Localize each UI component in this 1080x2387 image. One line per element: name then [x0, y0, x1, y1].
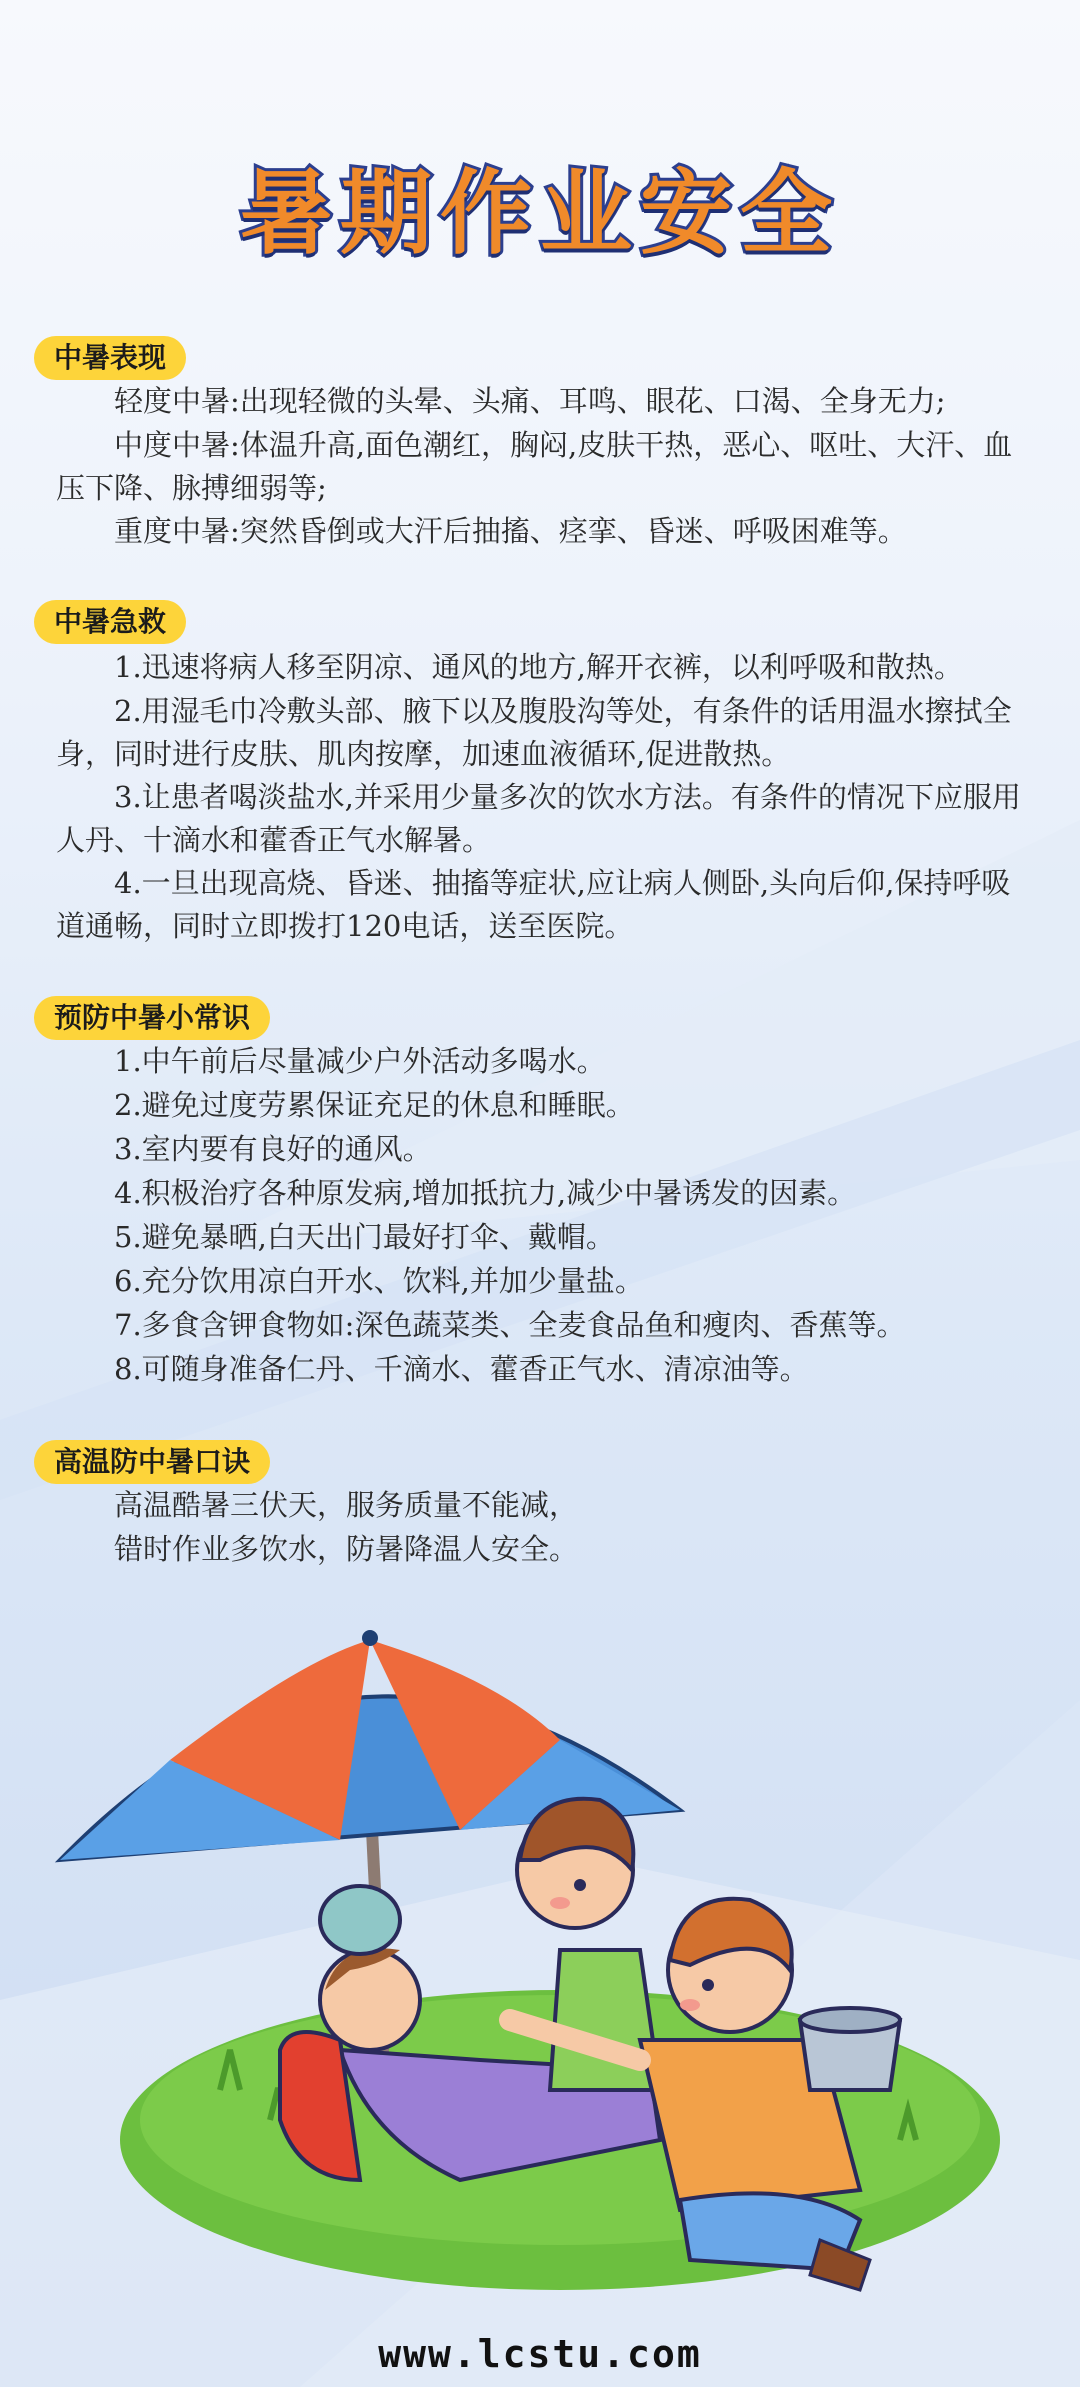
- paragraph-mild: 轻度中暑:出现轻微的头晕、头痛、耳鸣、眼花、口渴、全身无力;: [114, 384, 946, 418]
- paragraph-severe: 重度中暑:突然昏倒或大汗后抽搐、痉挛、昏迷、呼吸困难等。: [114, 514, 907, 548]
- list-item: 5.避免暴晒,白天出门最好打伞、戴帽。: [114, 1220, 615, 1254]
- paragraph-aid-3: 3.让患者喝淡盐水,并采用少量多次的饮水方法。有条件的情况下应服用人丹、十滴水和藿香正气水解暑。: [56, 780, 1021, 857]
- paragraph-moderate: 中度中暑:体温升高,面色潮红，胸闷,皮肤干热，恶心、呕吐、大汗、血压下降、脉搏细弱等;: [56, 428, 1013, 505]
- paragraph-aid-1: 1.迅速将病人移至阴凉、通风的地方,解开衣裤，以利呼吸和散热。: [114, 650, 963, 684]
- bucket-icon: [800, 2008, 900, 2090]
- list-item: 6.充分饮用凉白开水、饮料,并加少量盐。: [114, 1264, 644, 1298]
- rhyme-line: 错时作业多饮水，防暑降温人安全。: [114, 1532, 579, 1566]
- section-heading-symptoms: 中暑表现: [34, 336, 186, 380]
- section-heading-prevention: 预防中暑小常识: [34, 996, 270, 1040]
- section-heading-rhyme: 高温防中暑口诀: [34, 1440, 270, 1484]
- list-item: 2.避免过度劳累保证充足的休息和睡眠。: [114, 1088, 635, 1122]
- section-heading-first-aid: 中暑急救: [34, 600, 186, 644]
- list-item: 4.积极治疗各种原发病,增加抵抗力,减少中暑诱发的因素。: [114, 1176, 857, 1210]
- paragraph-aid-2: 2.用湿毛巾冷敷头部、腋下以及腹股沟等处，有条件的话用温水擦拭全身，同时进行皮肤、肌肉按摩，加速血液循环,促进散热。: [56, 694, 1012, 771]
- list-item: 8.可随身准备仁丹、千滴水、藿香正气水、清凉油等。: [114, 1352, 809, 1386]
- footer-watermark-url: www.lcstu.com: [378, 2332, 702, 2376]
- list-item: 1.中午前后尽量减少户外活动多喝水。: [114, 1044, 606, 1078]
- first-aid-illustration: [40, 1620, 1040, 2320]
- list-item: 3.室内要有良好的通风。: [114, 1132, 432, 1166]
- list-item: 7.多食含钾食物如:深色蔬菜类、全麦食品鱼和瘦肉、香蕉等。: [114, 1308, 906, 1342]
- page-title: 暑期作业安全: [239, 160, 840, 267]
- paragraph-aid-4: 4.一旦出现高烧、昏迷、抽搐等症状,应让病人侧卧,头向后仰,保持呼吸道通畅，同时立即拨打120电话，送至医院。: [56, 866, 1011, 943]
- rhyme-line: 高温酷暑三伏天，服务质量不能减，: [114, 1488, 579, 1522]
